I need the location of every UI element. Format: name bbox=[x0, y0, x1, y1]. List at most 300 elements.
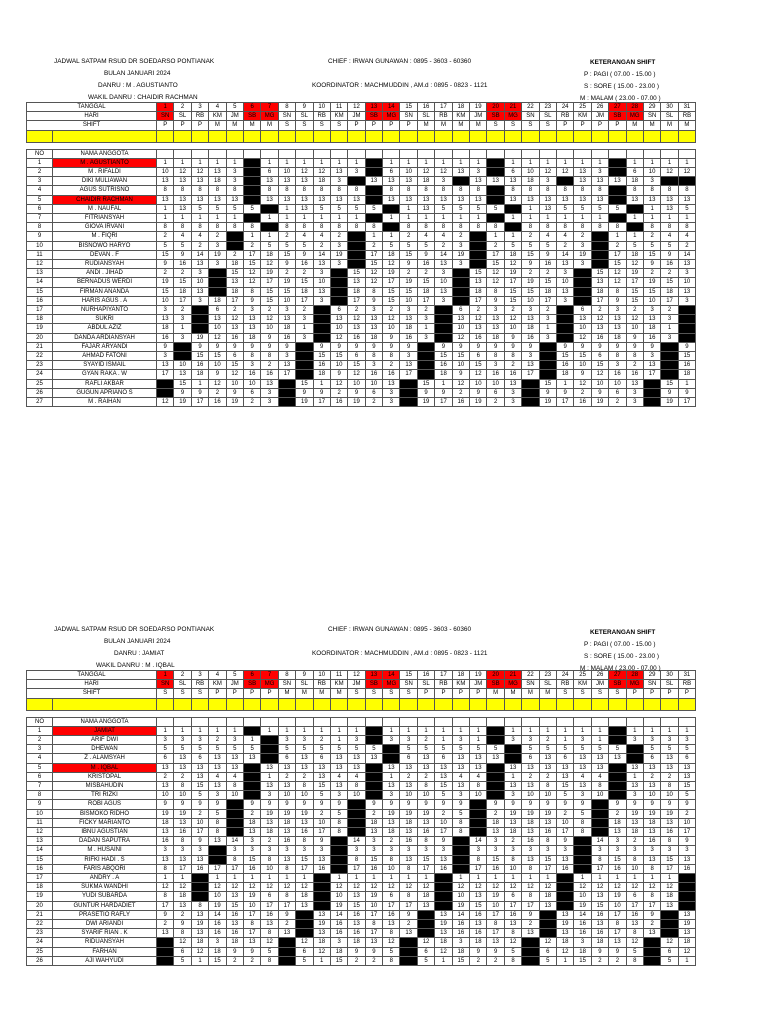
post-cell: 16 bbox=[539, 260, 556, 269]
day-cell: RB bbox=[435, 112, 452, 121]
post-cell: 18 bbox=[452, 947, 469, 956]
post-cell: 8 bbox=[348, 782, 365, 791]
post-cell: 17 bbox=[504, 901, 521, 910]
member-name: ARIF DWI bbox=[53, 736, 157, 745]
post-cell: 9 bbox=[522, 800, 539, 809]
post-cell: 4 bbox=[435, 232, 452, 241]
post-cell: 1 bbox=[383, 158, 400, 167]
post-cell: 1 bbox=[643, 726, 660, 735]
post-cell: 10 bbox=[643, 791, 660, 800]
post-cell: 3 bbox=[261, 398, 278, 407]
member-no: 8 bbox=[27, 223, 53, 232]
off-day-cell bbox=[226, 800, 243, 809]
post-cell: 1 bbox=[330, 214, 347, 223]
post-cell: 5 bbox=[661, 745, 678, 754]
post-cell: 15 bbox=[435, 782, 452, 791]
post-cell: 6 bbox=[191, 754, 208, 763]
post-cell: 9 bbox=[626, 342, 643, 351]
post-cell: 2 bbox=[417, 772, 434, 781]
off-day-cell bbox=[417, 361, 434, 370]
off-day-cell bbox=[313, 874, 330, 883]
post-cell: 1 bbox=[470, 726, 487, 735]
post-cell: 2 bbox=[383, 306, 400, 315]
post-cell: 14 bbox=[591, 837, 608, 846]
post-cell: 2 bbox=[278, 269, 295, 278]
post-cell: 16 bbox=[452, 929, 469, 938]
post-cell: 12 bbox=[157, 398, 174, 407]
post-cell: 18 bbox=[539, 287, 556, 296]
post-cell: 1 bbox=[574, 874, 591, 883]
post-cell: 9 bbox=[643, 910, 660, 919]
post-cell: 18 bbox=[626, 828, 643, 837]
post-cell: 9 bbox=[661, 388, 678, 397]
post-cell: 5 bbox=[678, 204, 695, 213]
member-no: 17 bbox=[27, 874, 53, 883]
post-cell: 9 bbox=[191, 388, 208, 397]
post-cell: 12 bbox=[435, 947, 452, 956]
off-day-cell bbox=[261, 745, 278, 754]
post-cell: 5 bbox=[174, 241, 191, 250]
post-cell: 16 bbox=[261, 910, 278, 919]
post-cell: 12 bbox=[348, 315, 365, 324]
post-cell: 13 bbox=[522, 855, 539, 864]
post-cell: 15 bbox=[348, 269, 365, 278]
shift-cell: P bbox=[261, 689, 278, 698]
post-cell: 6 bbox=[226, 352, 243, 361]
post-cell: 16 bbox=[574, 920, 591, 929]
post-cell: 1 bbox=[400, 874, 417, 883]
post-cell: 8 bbox=[400, 223, 417, 232]
post-cell: 18 bbox=[591, 287, 608, 296]
post-cell: 10 bbox=[383, 324, 400, 333]
post-cell: 9 bbox=[278, 260, 295, 269]
post-cell: 3 bbox=[209, 260, 226, 269]
post-cell: 1 bbox=[313, 379, 330, 388]
off-day-cell bbox=[504, 204, 521, 213]
post-cell: 2 bbox=[365, 241, 382, 250]
post-cell: 12 bbox=[296, 938, 313, 947]
date-cell: 3 bbox=[191, 671, 208, 680]
day-cell: RB bbox=[557, 680, 574, 689]
post-cell: 13 bbox=[470, 195, 487, 204]
post-cell: 15 bbox=[539, 278, 556, 287]
post-cell: 15 bbox=[278, 287, 295, 296]
post-cell: 17 bbox=[400, 370, 417, 379]
post-cell: 8 bbox=[330, 186, 347, 195]
post-cell: 1 bbox=[539, 324, 556, 333]
member-row bbox=[27, 809, 696, 818]
post-cell: 14 bbox=[574, 910, 591, 919]
post-cell: 4 bbox=[209, 772, 226, 781]
post-cell: 6 bbox=[174, 947, 191, 956]
post-cell: 13 bbox=[643, 855, 660, 864]
post-cell: 9 bbox=[243, 947, 260, 956]
post-cell: 13 bbox=[174, 901, 191, 910]
off-day-cell bbox=[626, 223, 643, 232]
post-cell: 19 bbox=[643, 278, 660, 287]
post-cell: 14 bbox=[226, 837, 243, 846]
post-cell: 9 bbox=[261, 342, 278, 351]
off-day-cell bbox=[278, 379, 295, 388]
post-cell: 13 bbox=[504, 920, 521, 929]
off-day-cell bbox=[157, 938, 174, 947]
post-cell: 13 bbox=[243, 828, 260, 837]
post-cell: 3 bbox=[452, 260, 469, 269]
post-cell: 1 bbox=[557, 956, 574, 965]
post-cell: 17 bbox=[348, 296, 365, 305]
post-cell: 10 bbox=[400, 168, 417, 177]
date-cell: 5 bbox=[226, 103, 243, 112]
day-cell: MG bbox=[383, 680, 400, 689]
post-cell: 3 bbox=[591, 168, 608, 177]
post-cell: 14 bbox=[470, 837, 487, 846]
member-no: 12 bbox=[27, 828, 53, 837]
post-cell: 2 bbox=[609, 398, 626, 407]
shift-cell: P bbox=[661, 689, 678, 698]
post-cell: 16 bbox=[191, 361, 208, 370]
post-cell: 1 bbox=[678, 956, 695, 965]
off-day-cell bbox=[539, 910, 556, 919]
post-cell: 8 bbox=[452, 186, 469, 195]
post-cell: 1 bbox=[609, 874, 626, 883]
post-cell: 12 bbox=[417, 883, 434, 892]
post-cell: 1 bbox=[174, 158, 191, 167]
off-day-cell bbox=[661, 352, 678, 361]
post-cell: 3 bbox=[157, 352, 174, 361]
post-cell: 18 bbox=[296, 287, 313, 296]
post-cell: 9 bbox=[487, 947, 504, 956]
post-cell: 6 bbox=[365, 388, 382, 397]
post-cell: 12 bbox=[226, 315, 243, 324]
post-cell: 19 bbox=[348, 398, 365, 407]
post-cell: 12 bbox=[609, 278, 626, 287]
post-cell: 3 bbox=[661, 333, 678, 342]
member-no: 13 bbox=[27, 837, 53, 846]
post-cell: 12 bbox=[400, 883, 417, 892]
post-cell: 1 bbox=[504, 232, 521, 241]
post-cell: 8 bbox=[661, 837, 678, 846]
post-cell: 2 bbox=[470, 306, 487, 315]
post-cell: 1 bbox=[678, 379, 695, 388]
post-cell: 16 bbox=[226, 910, 243, 919]
post-cell: 13 bbox=[157, 929, 174, 938]
post-cell: 9 bbox=[487, 800, 504, 809]
post-cell: 8 bbox=[557, 186, 574, 195]
post-cell: 3 bbox=[417, 315, 434, 324]
post-cell: 13 bbox=[678, 855, 695, 864]
post-cell: 17 bbox=[678, 828, 695, 837]
post-cell: 9 bbox=[435, 837, 452, 846]
post-cell: 1 bbox=[574, 726, 591, 735]
post-cell: 10 bbox=[609, 379, 626, 388]
post-cell: 12 bbox=[470, 315, 487, 324]
post-cell: 13 bbox=[174, 204, 191, 213]
day-cell: RB bbox=[313, 112, 330, 121]
post-cell: 5 bbox=[557, 791, 574, 800]
post-cell: 9 bbox=[365, 342, 382, 351]
post-cell: 2 bbox=[574, 388, 591, 397]
post-cell: 13 bbox=[487, 754, 504, 763]
off-day-cell bbox=[209, 269, 226, 278]
post-cell: 18 bbox=[609, 333, 626, 342]
post-cell: 1 bbox=[452, 214, 469, 223]
post-cell: 12 bbox=[209, 379, 226, 388]
post-cell: 9 bbox=[574, 800, 591, 809]
post-cell: 15 bbox=[174, 379, 191, 388]
member-no: 18 bbox=[27, 315, 53, 324]
post-cell: 12 bbox=[226, 883, 243, 892]
post-cell: 1 bbox=[296, 158, 313, 167]
post-cell: 3 bbox=[348, 846, 365, 855]
post-cell: 2 bbox=[678, 809, 695, 818]
post-cell: 9 bbox=[330, 342, 347, 351]
post-cell: 4 bbox=[452, 772, 469, 781]
off-day-cell bbox=[174, 352, 191, 361]
post-cell: 5 bbox=[330, 745, 347, 754]
post-cell: 13 bbox=[609, 754, 626, 763]
post-cell: 13 bbox=[452, 782, 469, 791]
post-cell: 6 bbox=[261, 892, 278, 901]
post-cell: 16 bbox=[470, 929, 487, 938]
off-day-cell bbox=[487, 763, 504, 772]
post-cell: 9 bbox=[330, 370, 347, 379]
member-row bbox=[27, 892, 696, 901]
shift-cell: M bbox=[470, 121, 487, 130]
member-name: BISMOKO RIDHO bbox=[53, 809, 157, 818]
post-cell: 1 bbox=[417, 726, 434, 735]
post-cell: 5 bbox=[626, 241, 643, 250]
day-cell: SL bbox=[539, 112, 556, 121]
member-row bbox=[27, 782, 696, 791]
shift-cell: S bbox=[591, 689, 608, 698]
post-cell: 10 bbox=[400, 296, 417, 305]
off-day-cell bbox=[243, 177, 260, 186]
post-cell: 19 bbox=[574, 901, 591, 910]
post-cell: 1 bbox=[661, 874, 678, 883]
post-cell: 8 bbox=[261, 929, 278, 938]
post-cell: 13 bbox=[191, 772, 208, 781]
post-cell: 17 bbox=[539, 864, 556, 873]
post-cell: 16 bbox=[504, 370, 521, 379]
post-cell: 5 bbox=[452, 745, 469, 754]
shift-cell: P bbox=[557, 121, 574, 130]
day-cell: SN bbox=[522, 680, 539, 689]
post-cell: 8 bbox=[209, 186, 226, 195]
post-cell: 16 bbox=[452, 920, 469, 929]
day-cell: SB bbox=[243, 112, 260, 121]
post-cell: 10 bbox=[209, 361, 226, 370]
post-cell: 1 bbox=[209, 158, 226, 167]
post-cell: 10 bbox=[574, 324, 591, 333]
post-cell: 1 bbox=[191, 214, 208, 223]
post-cell: 8 bbox=[365, 920, 382, 929]
post-cell: 19 bbox=[191, 920, 208, 929]
post-cell: 3 bbox=[417, 333, 434, 342]
post-cell: 8 bbox=[383, 956, 400, 965]
member-row bbox=[27, 158, 696, 167]
member-no: 17 bbox=[27, 306, 53, 315]
member-row bbox=[27, 269, 696, 278]
post-cell: 8 bbox=[609, 223, 626, 232]
member-row bbox=[27, 315, 696, 324]
post-cell: 9 bbox=[452, 800, 469, 809]
post-cell: 19 bbox=[278, 278, 295, 287]
date-cell: 12 bbox=[348, 671, 365, 680]
post-cell: 9 bbox=[157, 800, 174, 809]
day-cell: SN bbox=[157, 680, 174, 689]
post-cell: 13 bbox=[452, 754, 469, 763]
post-cell: 2 bbox=[626, 306, 643, 315]
post-cell: 17 bbox=[643, 901, 660, 910]
post-cell: 3 bbox=[226, 736, 243, 745]
post-cell: 5 bbox=[313, 745, 330, 754]
post-cell: 13 bbox=[296, 754, 313, 763]
day-cell: RB bbox=[435, 680, 452, 689]
post-cell: 16 bbox=[383, 370, 400, 379]
off-day-cell bbox=[609, 763, 626, 772]
post-cell: 13 bbox=[609, 938, 626, 947]
post-cell: 2 bbox=[661, 306, 678, 315]
post-cell: 13 bbox=[296, 818, 313, 827]
post-cell: 2 bbox=[226, 250, 243, 259]
post-cell: 3 bbox=[539, 177, 556, 186]
off-day-cell bbox=[417, 370, 434, 379]
post-cell: 1 bbox=[400, 204, 417, 213]
post-cell: 17 bbox=[470, 864, 487, 873]
off-day-cell bbox=[400, 938, 417, 947]
member-row bbox=[27, 874, 696, 883]
post-cell: 3 bbox=[574, 241, 591, 250]
off-day-cell bbox=[209, 287, 226, 296]
post-cell: 8 bbox=[643, 223, 660, 232]
post-cell: 13 bbox=[574, 763, 591, 772]
post-cell: 10 bbox=[574, 361, 591, 370]
post-cell: 15 bbox=[522, 250, 539, 259]
post-cell: 9 bbox=[365, 800, 382, 809]
member-row bbox=[27, 772, 696, 781]
post-cell: 3 bbox=[191, 736, 208, 745]
post-cell: 10 bbox=[470, 791, 487, 800]
post-cell: 1 bbox=[591, 214, 608, 223]
day-cell: SN bbox=[400, 112, 417, 121]
post-cell: 18 bbox=[504, 828, 521, 837]
post-cell: 18 bbox=[313, 938, 330, 947]
off-day-cell bbox=[243, 195, 260, 204]
shift-cell: M bbox=[313, 689, 330, 698]
off-day-cell bbox=[678, 874, 695, 883]
off-day-cell bbox=[574, 278, 591, 287]
post-cell: 9 bbox=[296, 250, 313, 259]
post-cell: 9 bbox=[157, 910, 174, 919]
post-cell: 2 bbox=[504, 361, 521, 370]
shift-cell: M bbox=[226, 121, 243, 130]
post-cell: 13 bbox=[591, 177, 608, 186]
post-cell: 13 bbox=[261, 782, 278, 791]
post-cell: 12 bbox=[191, 947, 208, 956]
post-cell: 3 bbox=[226, 177, 243, 186]
off-day-cell bbox=[678, 177, 695, 186]
post-cell: 3 bbox=[487, 306, 504, 315]
post-cell: 1 bbox=[191, 158, 208, 167]
off-day-cell bbox=[191, 874, 208, 883]
post-cell: 10 bbox=[435, 818, 452, 827]
post-cell: 17 bbox=[243, 250, 260, 259]
day-cell: JM bbox=[348, 112, 365, 121]
member-name: RUDIANSYAH bbox=[53, 260, 157, 269]
member-name: SUKRI bbox=[53, 315, 157, 324]
post-cell: 2 bbox=[609, 956, 626, 965]
member-no: 16 bbox=[27, 296, 53, 305]
post-cell: 8 bbox=[313, 186, 330, 195]
off-day-cell bbox=[609, 782, 626, 791]
member-row bbox=[27, 846, 696, 855]
off-day-cell bbox=[539, 342, 556, 351]
post-cell: 16 bbox=[226, 333, 243, 342]
post-cell: 8 bbox=[157, 892, 174, 901]
post-cell: 19 bbox=[417, 398, 434, 407]
post-cell: 15 bbox=[504, 287, 521, 296]
post-cell: 15 bbox=[609, 855, 626, 864]
post-cell: 17 bbox=[487, 910, 504, 919]
post-cell: 9 bbox=[383, 800, 400, 809]
post-cell: 6 bbox=[313, 754, 330, 763]
post-cell: 13 bbox=[243, 315, 260, 324]
post-cell: 10 bbox=[626, 864, 643, 873]
post-cell: 13 bbox=[191, 177, 208, 186]
shift-cell: P bbox=[191, 121, 208, 130]
post-cell: 2 bbox=[643, 920, 660, 929]
member-no: 26 bbox=[27, 388, 53, 397]
post-cell: 3 bbox=[522, 352, 539, 361]
day-cell: MG bbox=[626, 112, 643, 121]
off-day-cell bbox=[157, 956, 174, 965]
member-row bbox=[27, 947, 696, 956]
post-cell: 2 bbox=[365, 809, 382, 818]
post-cell: 9 bbox=[191, 800, 208, 809]
off-day-cell bbox=[452, 846, 469, 855]
member-name: SYARIF RIAN . K bbox=[53, 929, 157, 938]
post-cell: 9 bbox=[313, 388, 330, 397]
post-cell: 9 bbox=[678, 388, 695, 397]
date-cell: 21 bbox=[504, 103, 521, 112]
post-cell: 13 bbox=[557, 287, 574, 296]
post-cell: 1 bbox=[435, 726, 452, 735]
post-cell: 1 bbox=[330, 736, 347, 745]
date-cell: 9 bbox=[296, 103, 313, 112]
post-cell: 9 bbox=[452, 370, 469, 379]
post-cell: 6 bbox=[504, 168, 521, 177]
post-cell: 3 bbox=[626, 388, 643, 397]
post-cell: 15 bbox=[661, 379, 678, 388]
post-cell: 17 bbox=[609, 929, 626, 938]
post-cell: 12 bbox=[243, 883, 260, 892]
post-cell: 8 bbox=[174, 782, 191, 791]
post-cell: 9 bbox=[557, 800, 574, 809]
post-cell: 2 bbox=[278, 920, 295, 929]
post-cell: 9 bbox=[470, 947, 487, 956]
post-cell: 2 bbox=[157, 232, 174, 241]
post-cell: 13 bbox=[539, 754, 556, 763]
shift-cell: S bbox=[557, 689, 574, 698]
off-day-cell bbox=[643, 956, 660, 965]
post-cell: 4 bbox=[174, 232, 191, 241]
post-cell: 12 bbox=[470, 370, 487, 379]
member-row bbox=[27, 929, 696, 938]
post-cell: 18 bbox=[348, 287, 365, 296]
date-cell: 26 bbox=[591, 671, 608, 680]
post-cell: 13 bbox=[591, 324, 608, 333]
member-name: M . FIQRI bbox=[53, 232, 157, 241]
